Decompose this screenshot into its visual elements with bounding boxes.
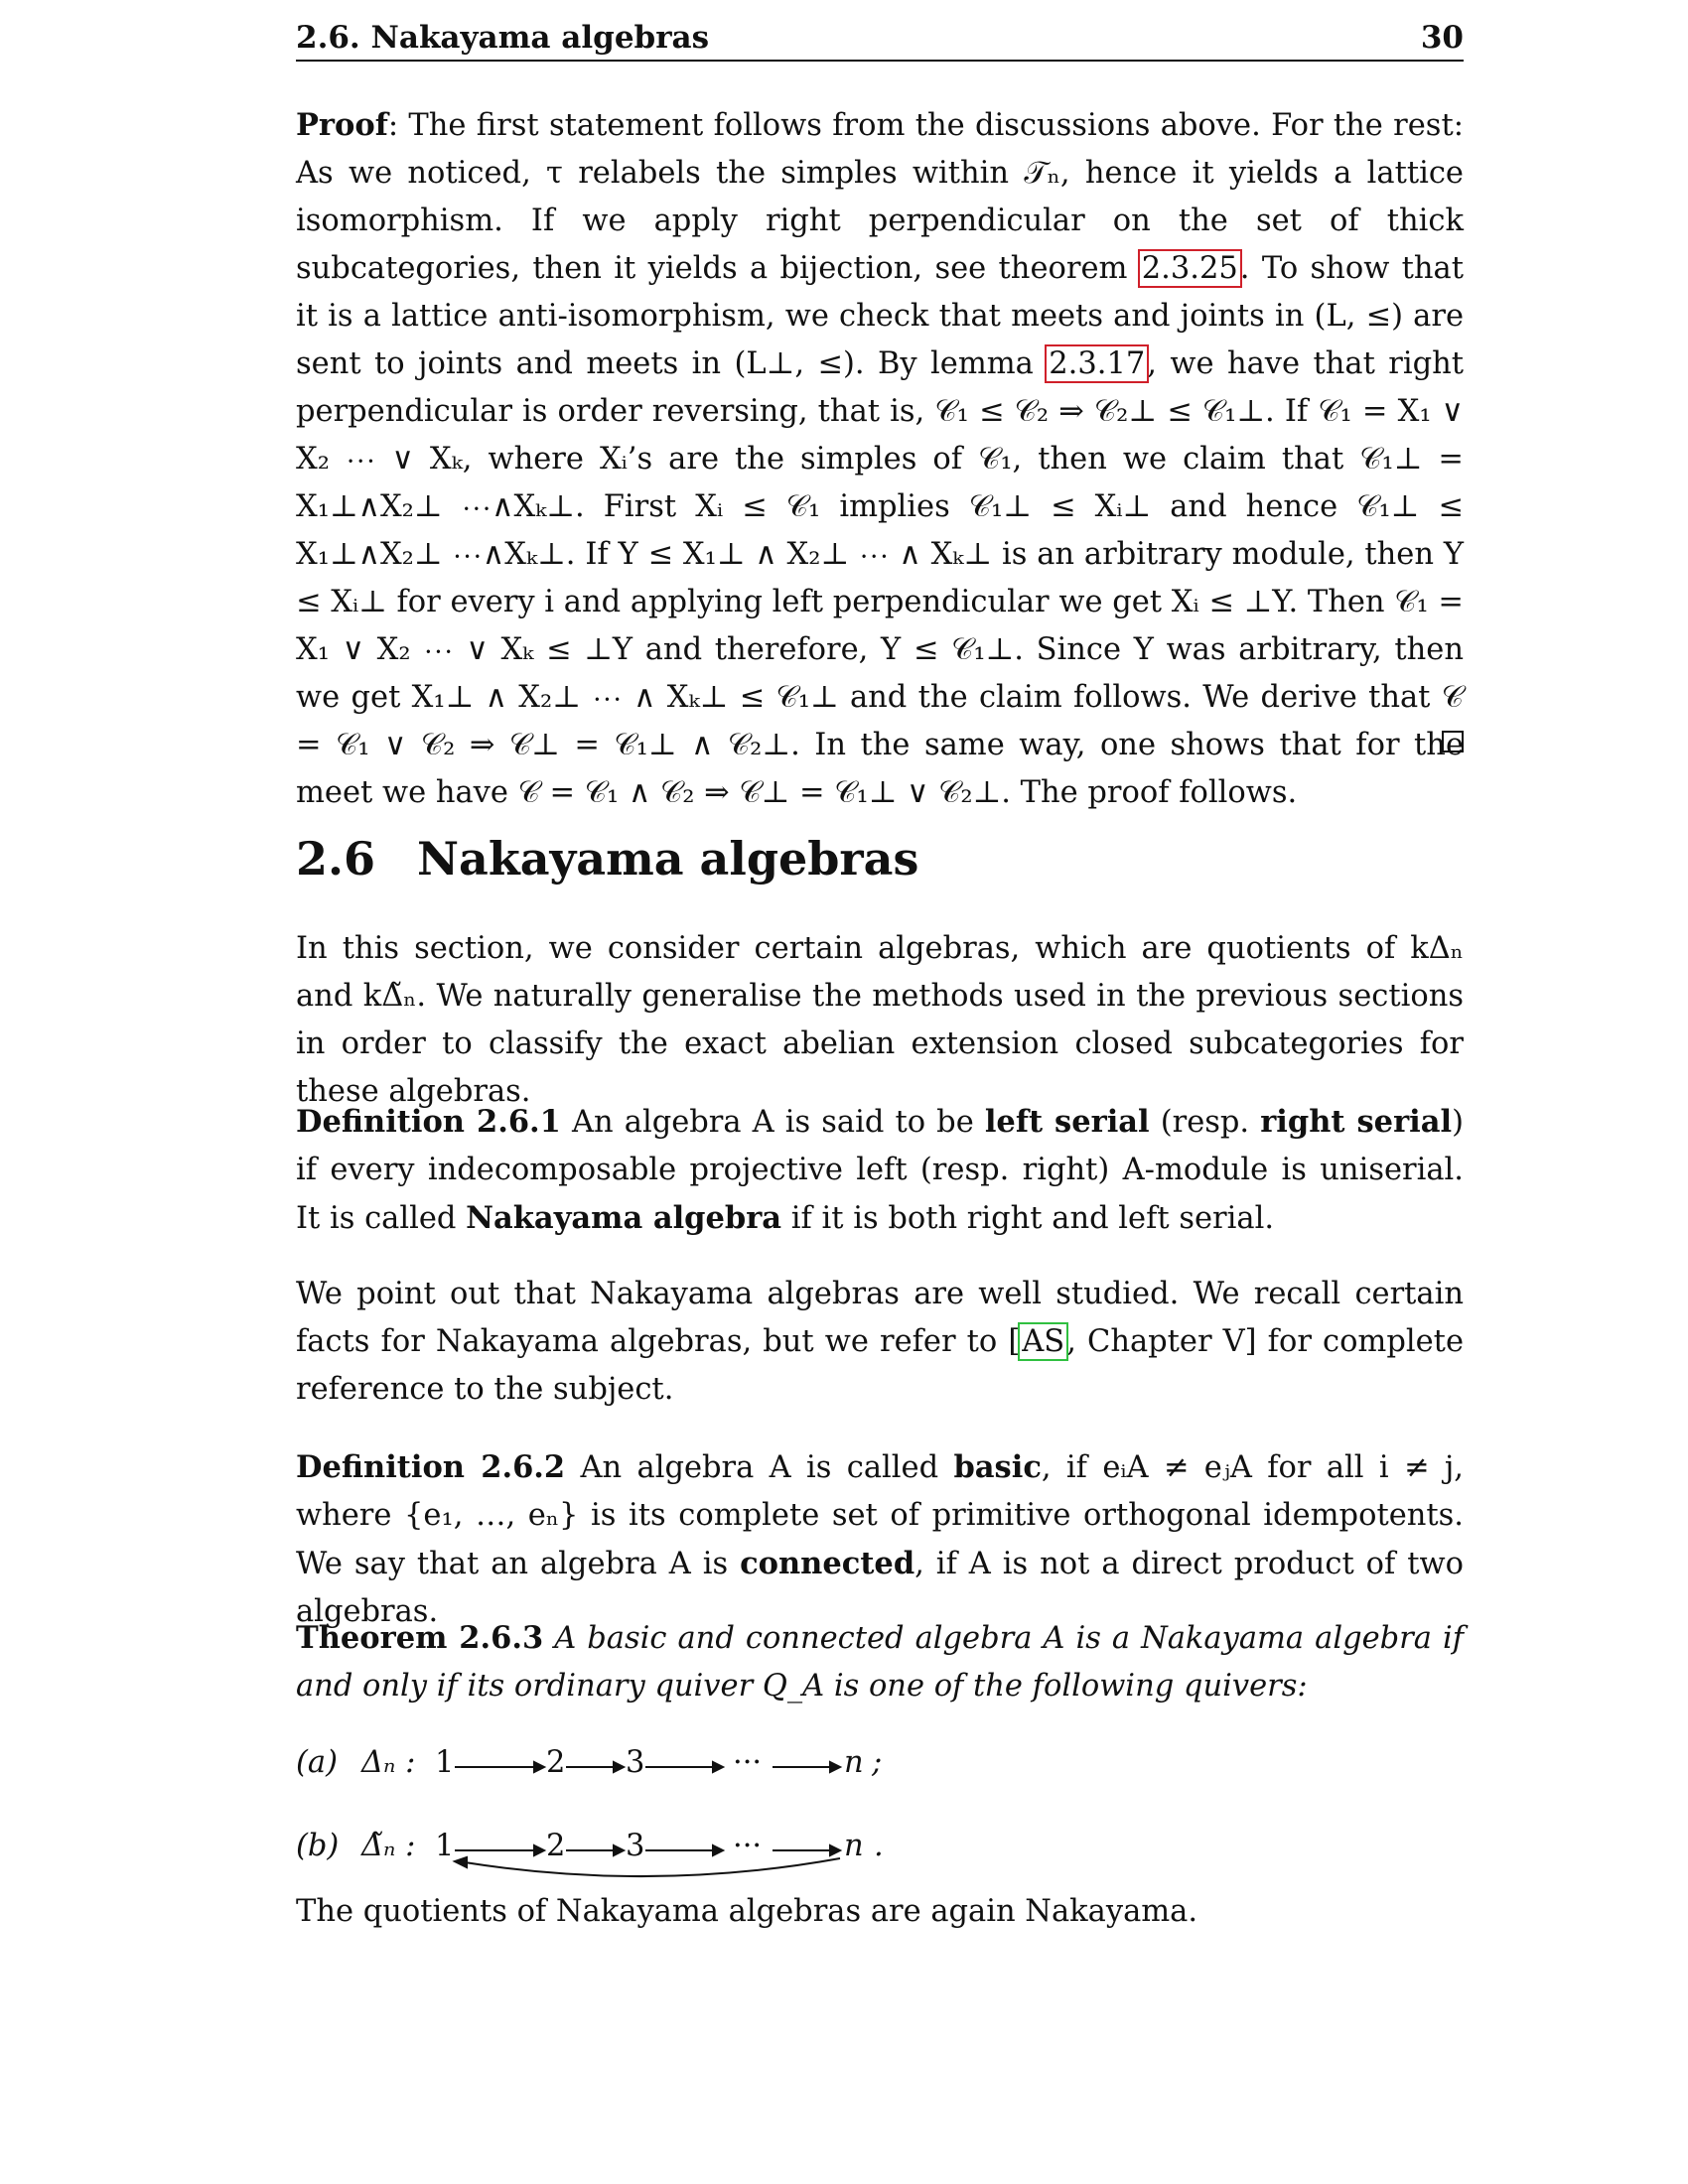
quiver-node: 2 bbox=[546, 1745, 566, 1780]
definition-label: Definition 2.6.2 bbox=[296, 1449, 566, 1485]
quiver-a-label: (a) bbox=[296, 1745, 338, 1780]
definition-text: , if A is not a direct product of two algebras. bbox=[296, 1547, 1464, 1629]
running-header-title: 2.6. Nakayama algebras bbox=[296, 20, 710, 56]
quiver-node: 1 bbox=[435, 1829, 455, 1863]
quiver-dots: ··· bbox=[733, 1745, 763, 1780]
section-number: 2.6 bbox=[296, 832, 376, 886]
quiver-a bbox=[296, 1739, 1090, 1809]
proof-text-b: . To show that it is a lattice anti-isomorphism, we check that meets and joints in (L, ≤) are sent to joints and meets in (L⊥, ≤). By lemma bbox=[296, 251, 1464, 381]
quiver-b-name: Δ̃ₙ : bbox=[361, 1829, 416, 1863]
term-nakayama-algebra: Nakayama algebra bbox=[466, 1200, 782, 1236]
term-right-serial: right serial bbox=[1260, 1104, 1453, 1140]
closing-paragraph: The quotients of Nakayama algebras are again Nakayama. bbox=[296, 1894, 1198, 1929]
quiver-node: n bbox=[844, 1829, 864, 1863]
quiver-b-arrows bbox=[296, 1823, 1090, 1892]
running-header bbox=[296, 18, 1464, 62]
proof-text-c: , we have that right perpendicular is order reversing, that is, 𝒞₁ ≤ 𝒞₂ ⇒ 𝒞₂⊥ ≤ 𝒞₁⊥. If 𝒞₁ = X₁ ∨ X₂ ⋯ ∨ Xₖ, where Xᵢ’s are the simples of 𝒞₁, then we claim that 𝒞₁⊥ = X₁⊥∧X₂⊥ ⋯∧Xₖ⊥. First Xᵢ ≤ 𝒞₁ implies 𝒞₁⊥ ≤ Xᵢ⊥ and hence 𝒞₁⊥ ≤ X₁⊥∧X₂⊥ ⋯∧Xₖ⊥. If Y ≤ X₁⊥ ∧ X₂⊥ ⋯ ∧ Xₖ⊥ is an arbitrary module, then Y ≤ Xᵢ⊥ for every i and applying left perpendicular we get Xᵢ ≤ ⊥Y. Then 𝒞₁ = X₁ ∨ X₂ ⋯ ∨ Xₖ ≤ ⊥Y and therefore, Y ≤ 𝒞₁⊥. Since Y was arbitrary, then we get X₁⊥ ∧ X₂⊥ ⋯ ∧ Xₖ⊥ ≤ 𝒞₁⊥ and the claim follows. We derive that 𝒞 = 𝒞₁ ∨ 𝒞₂ ⇒ 𝒞⊥ = 𝒞₁⊥ ∧ 𝒞₂⊥. In the same way, one shows that for the meet we have 𝒞 = 𝒞₁ ∧ 𝒞₂ ⇒ 𝒞⊥ = 𝒞₁⊥ ∨ 𝒞₂⊥. The proof follows. bbox=[296, 346, 1464, 810]
quiver-node: 3 bbox=[626, 1745, 645, 1780]
proof-label: Proof bbox=[296, 107, 388, 143]
citation-link[interactable]: AS bbox=[1022, 1324, 1065, 1359]
intro-paragraph: In this section, we consider certain algebras, which are quotients of kΔₙ and kΔ̃ₙ. We naturally generalise the methods used in the previous sections in order to classify the exact abelian extension closed subcategories for these algebras. bbox=[296, 931, 1464, 1109]
paragraph-text: , Chapter V] for complete reference to the subject. bbox=[296, 1324, 1464, 1407]
section-title: Nakayama algebras bbox=[417, 832, 919, 886]
proof-text-a: : The first statement follows from the discussions above. For the rest: As we noticed, τ relabels the simples within 𝒯ₙ, hence it yields a lattice isomorphism. If we apply right perpendicular on the set of thick subcategories, then it yields a bijection, see theorem bbox=[296, 108, 1464, 286]
page-number: 30 bbox=[1420, 20, 1464, 56]
theorem-label: Theorem 2.6.3 bbox=[296, 1620, 544, 1656]
section-heading bbox=[296, 832, 918, 886]
definition-text: if it is both right and left serial. bbox=[781, 1201, 1275, 1236]
proof-paragraph bbox=[296, 101, 1464, 817]
quiver-dots: ··· bbox=[733, 1829, 763, 1863]
definition-text: An algebra A is called bbox=[565, 1450, 954, 1485]
definition-text: An algebra A is said to be bbox=[560, 1105, 985, 1140]
definition-2-6-1 bbox=[296, 1098, 1464, 1243]
quiver-node: 2 bbox=[546, 1829, 566, 1863]
quiver-a-name: Δₙ : bbox=[361, 1745, 416, 1780]
quiver-b bbox=[296, 1823, 1090, 1892]
definition-text: ) if every indecomposable projective left (resp. right) A-module is uniserial. It is called bbox=[296, 1105, 1464, 1236]
quiver-b-label: (b) bbox=[296, 1829, 340, 1863]
definition-text: (resp. bbox=[1149, 1105, 1261, 1140]
quiver-end: ; bbox=[872, 1745, 883, 1780]
theorem-2-6-3 bbox=[296, 1614, 1464, 1710]
quiver-node: 3 bbox=[626, 1829, 645, 1863]
references-paragraph bbox=[296, 1271, 1464, 1414]
quiver-end: . bbox=[874, 1829, 884, 1863]
lemma-ref-link[interactable]: 2.3.17 bbox=[1049, 346, 1146, 381]
term-connected: connected bbox=[740, 1546, 915, 1581]
term-basic: basic bbox=[953, 1449, 1042, 1485]
term-left-serial: left serial bbox=[984, 1104, 1150, 1140]
definition-2-6-2 bbox=[296, 1443, 1464, 1636]
qed-symbol bbox=[1442, 731, 1464, 752]
paragraph-text: We point out that Nakayama algebras are well studied. We recall certain facts for Nakayama algebras, but we refer to bbox=[296, 1277, 1464, 1359]
definition-label: Definition 2.6.1 bbox=[296, 1104, 561, 1140]
theorem-ref-link[interactable]: 2.3.25 bbox=[1141, 251, 1238, 286]
quiver-node: 1 bbox=[435, 1745, 455, 1780]
bracket: [ bbox=[1008, 1324, 1021, 1359]
quiver-a-arrows bbox=[296, 1739, 1090, 1809]
quiver-node: n bbox=[844, 1745, 864, 1780]
theorem-statement: A basic and connected algebra A is a Nakayama algebra if and only if its ordinary quiver Q_A is one of the following quivers: bbox=[296, 1621, 1465, 1704]
definition-text: , if eᵢA ≠ eⱼA for all i ≠ j, where {e₁, …, eₙ} is its complete set of primitive orthogonal idempotents. We say that an algebra A is bbox=[296, 1450, 1464, 1581]
